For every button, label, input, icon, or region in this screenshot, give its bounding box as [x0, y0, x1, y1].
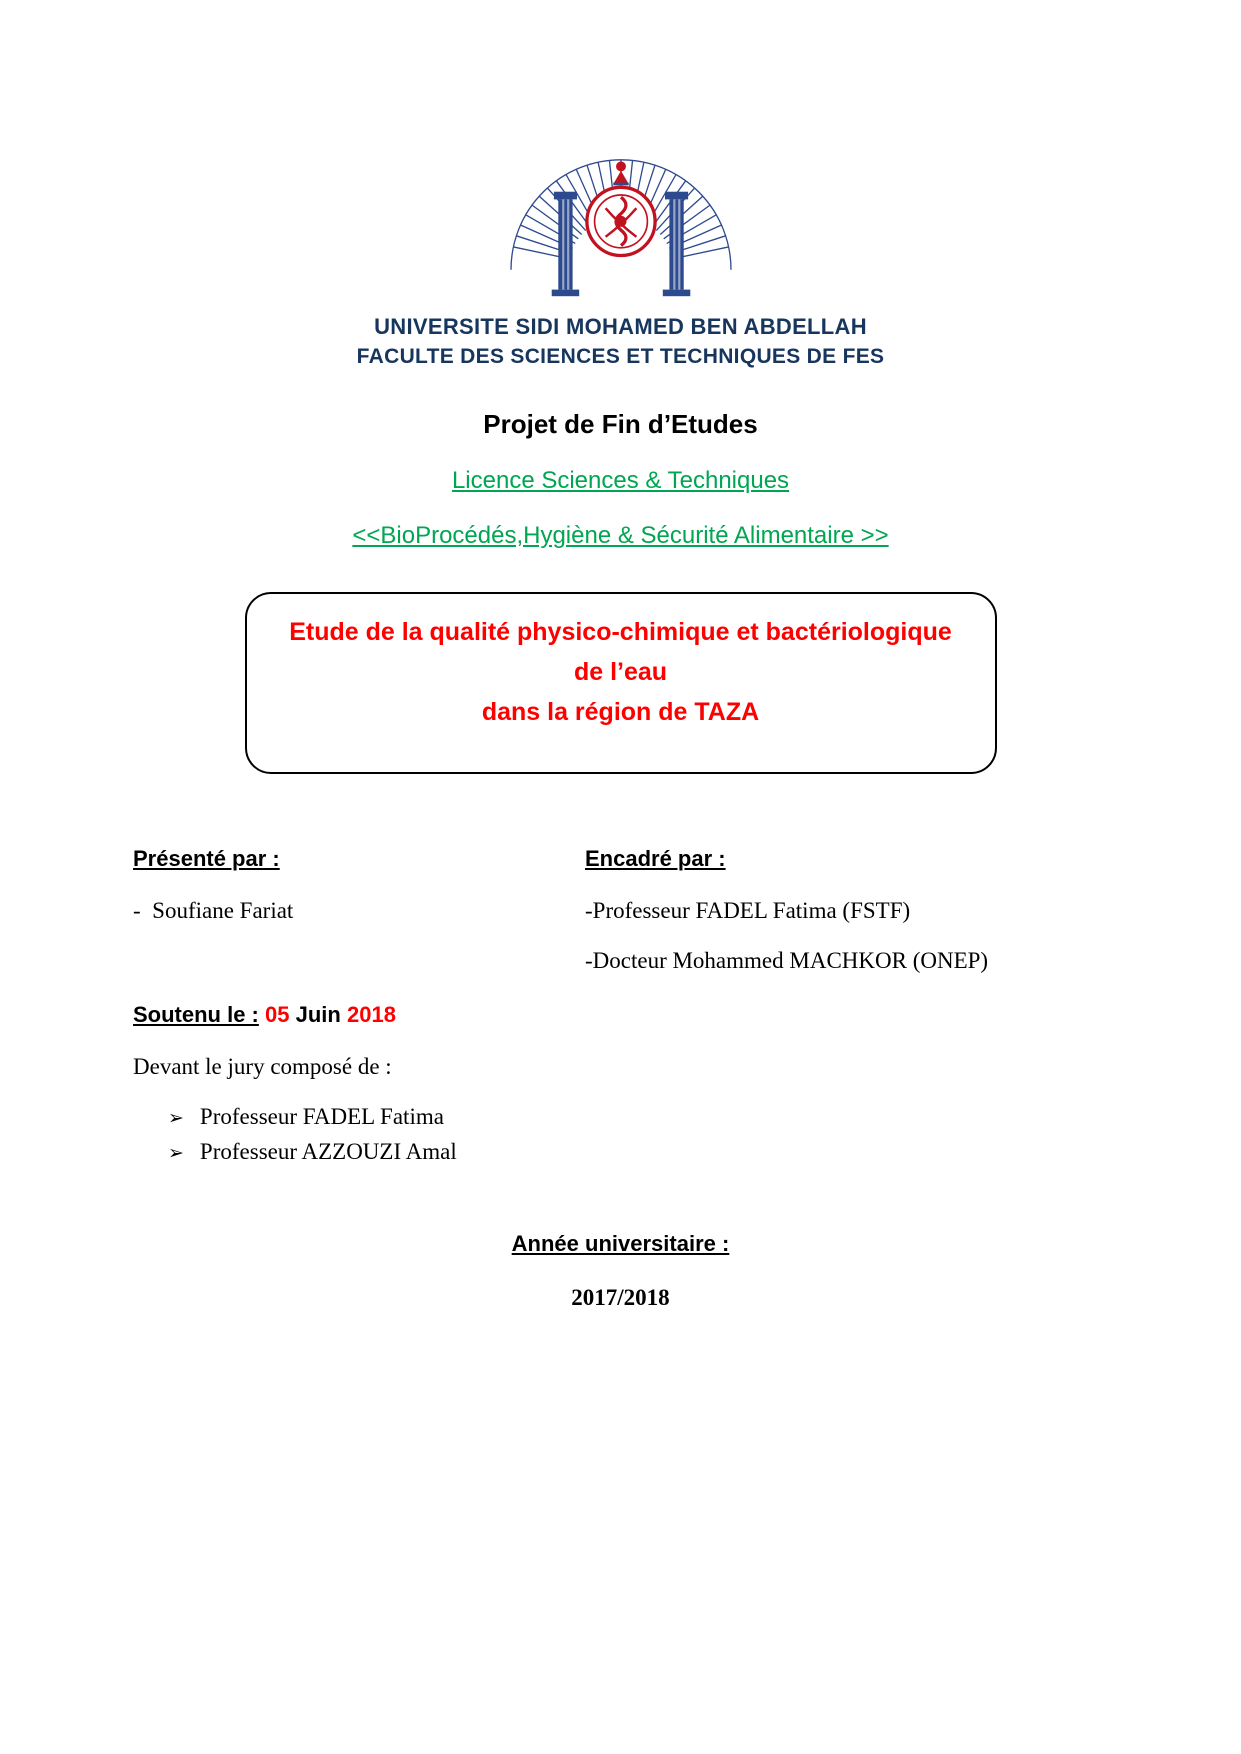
university-logo: [0, 0, 1241, 369]
academic-year-value: 2017/2018: [571, 1285, 670, 1310]
supervised-label: Encadré par :: [585, 846, 726, 871]
defense-label: Soutenu le :: [133, 1002, 259, 1027]
jury-item: [168, 1139, 1241, 1165]
academic-year-label: Année universitaire :: [511, 1231, 730, 1256]
jury-item: [168, 1104, 1241, 1130]
supervised-column: [585, 846, 1241, 974]
jury-list: [0, 1104, 1241, 1165]
defense-year: 2018: [346, 1002, 396, 1027]
credits-columns: [0, 846, 1241, 974]
degree-line: Licence Sciences & Techniques: [451, 467, 790, 494]
jury-member-2: Professeur AZZOUZI Amal: [199, 1139, 457, 1164]
thesis-title-line1: Etude de la qualité physico-chimique et bactériologique de l’eau: [289, 618, 952, 686]
faculty-name: FACULTE DES SCIENCES ET TECHNIQUES DE FES: [356, 345, 885, 368]
presented-name: - Soufiane Fariat: [133, 898, 294, 923]
thesis-title-box: [245, 592, 997, 774]
university-emblem-icon: [441, 140, 801, 305]
presented-column: [133, 846, 585, 974]
thesis-title-line2: dans la région de TAZA: [481, 698, 760, 726]
university-name: UNIVERSITE SIDI MOHAMED BEN ABDELLAH: [374, 314, 867, 339]
specialty-line: <<BioProcédés,Hygiène & Sécurité Alimentaire >>: [352, 522, 889, 549]
supervisor-1: -Professeur FADEL Fatima (FSTF): [585, 898, 911, 923]
defense-day: 05: [265, 1002, 290, 1027]
presented-label: Présenté par :: [133, 846, 280, 871]
emblem-medallion: [586, 161, 654, 255]
project-type-title: Projet de Fin d’Etudes: [483, 409, 758, 439]
defense-month: Juin: [295, 1002, 341, 1027]
jury-member-1: Professeur FADEL Fatima: [199, 1104, 444, 1129]
supervisor-2: -Docteur Mohammed MACHKOR (ONEP): [585, 948, 989, 973]
arrow-bullet-icon: ➢: [168, 1107, 184, 1129]
arrow-bullet-icon: ➢: [168, 1142, 184, 1164]
defense-date-line: [0, 1002, 1241, 1028]
jury-intro: Devant le jury composé de :: [133, 1054, 392, 1079]
